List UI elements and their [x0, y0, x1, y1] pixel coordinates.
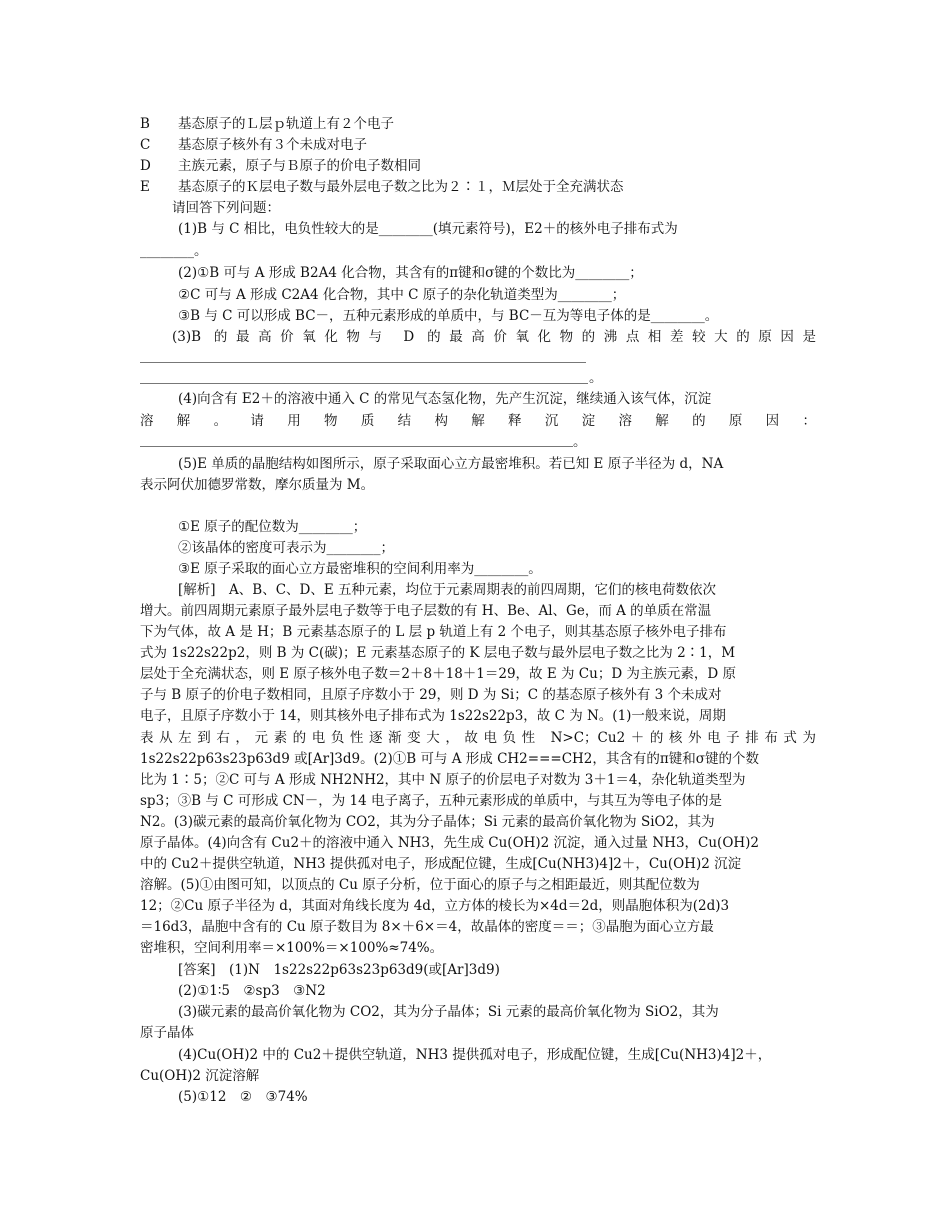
row-label: B — [140, 116, 150, 132]
question-2-1: (2)①B 可与 A 形成 B2A4 化合物，其含有的π键和σ键的个数比为________； — [178, 265, 643, 281]
analysis-line: 表从左到右，元素的电负性逐渐变大，故电负性 N>C；Cu2＋的核外电子排布式为 — [140, 730, 816, 746]
analysis-line: sp3；③B 与 C 可形成 CN－，为 14 电子离子，五种元素形成的单质中，与其互为等电子体的是 — [140, 793, 722, 809]
row-text: 基态原子的Ｋ层电子数与最外层电子数之比为２∶１，Ｍ层处于全充满状态 — [178, 179, 624, 195]
row-text: 基态原子核外有３个未成对电子 — [178, 137, 367, 153]
answer-line: (2)①1∶5 ②sp3 ③N2 — [178, 983, 326, 999]
question-3: (3)B 的最高价氧化物与 D 的最高价氧化物的沸点相差较大的原因是 — [172, 329, 816, 345]
row-label: E — [140, 179, 150, 195]
answer-line: (5)①12 ② ③74% — [178, 1089, 308, 1105]
answer-line: 原子晶体 — [140, 1025, 194, 1041]
question-2-3: ③B 与 C 可以形成 BC－，五种元素形成的单质中，与 BC－互为等电子体的是________。 — [178, 308, 719, 324]
row-label: C — [140, 137, 151, 153]
question-5-cont: 表示阿伏加德罗常数，摩尔质量为 M。 — [140, 477, 375, 493]
analysis-line: 增大。前四周期元素原子最外层电子数等于电子层数的有 H、Be、Al、Ge，而 A 的单质在常温 — [140, 603, 712, 619]
row-text: 基态原子的Ｌ层ｐ轨道上有２个电子 — [178, 116, 394, 132]
answer-line: (4)Cu(OH)2 中的 Cu2＋提供空轨道，NH3 提供孤对电子，形成配位键，生成[Cu(NH3)4]2＋， — [178, 1047, 772, 1063]
question-2-2: ②C 可与 A 形成 C2A4 化合物，其中 C 原子的杂化轨道类型为________； — [178, 287, 626, 303]
answer-line: [答案] (1)N 1s22s22p63s23p63d9(或[Ar]3d9) — [178, 962, 500, 978]
analysis-line: 1s22s22p63s23p63d9 或[Ar]3d9。(2)①B 可与 A 形成 CH2===CH2，其含有的π键和σ键的个数 — [140, 751, 759, 767]
question-3-end: 。 — [589, 370, 603, 386]
row-label: D — [140, 158, 151, 174]
answer-blank-line — [140, 446, 573, 447]
element-row-e — [140, 177, 624, 197]
element-row-d — [140, 156, 421, 176]
question-4-end: 。 — [573, 434, 587, 450]
analysis-line: 原子晶体。(4)向含有 Cu2＋的溶液中通入 NH3，先生成 Cu(OH)2 沉淀，通入过量 NH3，Cu(OH)2 — [140, 835, 760, 851]
answer-line: (3)碳元素的最高价氧化物为 CO2，其为分子晶体；Si 元素的最高价氧化物为 SiO2，其为 — [178, 1004, 719, 1020]
analysis-line: 层处于全充满状态，则 E 原子核外电子数＝2＋8＋18＋1＝29，故 E 为 Cu；D 为主族元素，D 原 — [140, 666, 737, 682]
row-text: 主族元素，原子与Ｂ原子的价电子数相同 — [178, 158, 421, 174]
answer-blank-line — [140, 362, 586, 363]
element-row-b — [140, 114, 394, 134]
analysis-line: 下为气体，故 A 是 H；B 元素基态原子的 L 层 p 轨道上有 2 个电子，则其基态原子核外电子排布 — [140, 624, 727, 640]
analysis-line: 比为 1∶5；②C 可与 A 形成 NH2NH2，其中 N 原子的价层电子对数为 3＋1＝4，杂化轨道类型为 — [140, 772, 746, 788]
question-5-3: ③E 原子采取的面心立方最密堆积的空间利用率为________。 — [178, 561, 542, 577]
question-5-2: ②该晶体的密度可表示为________； — [178, 540, 394, 556]
analysis-line: ＝16d3，晶胞中含有的 Cu 原子数目为 8×＋6×＝4，故晶体的密度＝＝；③晶胞为面心立方最 — [140, 919, 714, 935]
analysis-line: 12；②Cu 原子半径为 d，其面对角线长度为 4d，立方体的棱长为×4d＝2d，则晶胞体积为(2d)3 — [140, 898, 730, 914]
analysis-line: [解析] A、B、C、D、E 五种元素，均位于元素周期表的前四周期，它们的核电荷数依次 — [178, 582, 717, 598]
analysis-line: 式为 1s22s22p2，则 B 为 C(碳)；E 元素基态原子的 K 层电子数与最外层电子数之比为 2∶1，M — [140, 645, 736, 661]
analysis-line: 子与 B 原子的价电子数相同，且原子序数小于 29，则 D 为 Si；C 的基态原子核外有 3 个未成对 — [140, 687, 722, 703]
analysis-line: 溶解。(5)①由图可知，以顶点的 Cu 原子分析，位于面心的原子与之相距最近，则其配位数为 — [140, 877, 700, 893]
analysis-line: 电子，且原子序数小于 14，则其核外电子排布式为 1s22s22p3，故 C 为 N。(1)一般来说，周期 — [140, 708, 726, 724]
prompt-text: 请回答下列问题： — [172, 200, 280, 216]
answer-line: Cu(OH)2 沉淀溶解 — [140, 1068, 260, 1084]
answer-blank-line — [140, 383, 588, 384]
question-1-cont: ________。 — [140, 243, 208, 259]
analysis-line: 密堆积，空间利用率＝×100%＝×100%≈74%。 — [140, 940, 444, 956]
question-5-1: ①E 原子的配位数为________； — [178, 519, 367, 535]
question-1: (1)B 与 C 相比，电负性较大的是________(填元素符号)，E2＋的核外电子排布式为 — [178, 221, 678, 237]
question-4-cont: 溶 解 。 请 用 物 质 结 构 解 释 沉 淀 溶 解 的 原 因 ： — [140, 413, 816, 429]
question-5: (5)E 单质的晶胞结构如图所示，原子采取面心立方最密堆积。若已知 E 原子半径为 d，NA — [178, 456, 724, 472]
question-4: (4)向含有 E2＋的溶液中通入 C 的常见气态氢化物，先产生沉淀，继续通入该气体，沉淀 — [178, 391, 712, 407]
analysis-line: 中的 Cu2＋提供空轨道，NH3 提供孤对电子，形成配位键，生成[Cu(NH3)4]2＋，Cu(OH)2 沉淀 — [140, 856, 742, 872]
analysis-line: N2。(3)碳元素的最高价氧化物为 CO2，其为分子晶体；Si 元素的最高价氧化物为 SiO2，其为 — [140, 814, 715, 830]
element-row-c — [140, 135, 367, 155]
